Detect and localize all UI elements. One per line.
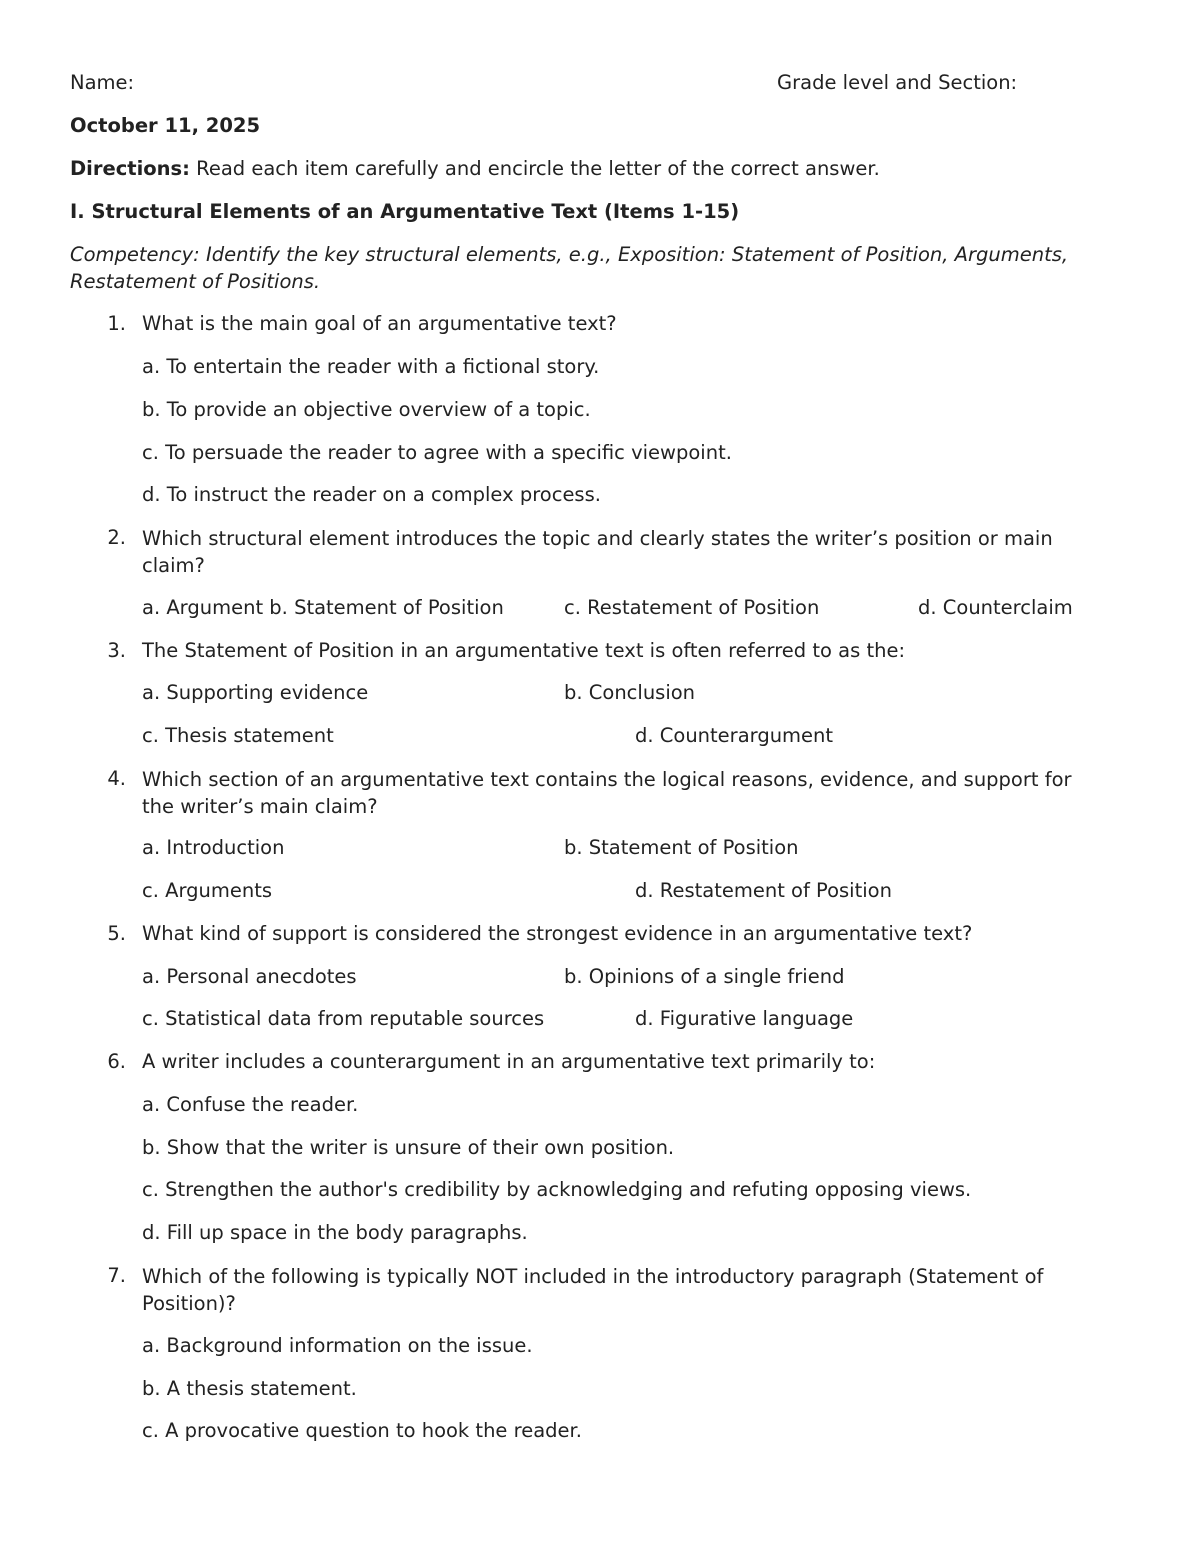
option-d[interactable]: d. To instruct the reader on a complex process. — [142, 483, 601, 506]
option-a[interactable]: a. Personal anecdotes — [142, 965, 357, 988]
option-c[interactable]: c. Strengthen the author's credibility by acknowledging and refuting opposing views. — [142, 1178, 972, 1201]
option-a[interactable]: a. To entertain the reader with a fictional story. — [142, 355, 600, 378]
question-text: A writer includes a counterargument in an argumentative text primarily to: — [142, 1050, 876, 1073]
option-d[interactable]: d. Counterclaim — [918, 596, 1073, 619]
option-c[interactable]: c. A provocative question to hook the reader. — [142, 1419, 582, 1442]
option-c[interactable]: c. Arguments — [142, 879, 273, 902]
option-c[interactable]: c. To persuade the reader to agree with a specific viewpoint. — [142, 441, 732, 464]
question-number: 6. — [107, 1050, 126, 1073]
option-c[interactable]: c. Statistical data from reputable sources — [142, 1007, 545, 1030]
competency-text: Competency: Identify the key structural elements, e.g., Exposition: Statement of Position, Arguments, Restatement of Positions. — [70, 243, 1069, 293]
option-a[interactable]: a. Supporting evidence — [142, 681, 369, 704]
option-b[interactable]: b. Conclusion — [564, 681, 696, 704]
directions-label: Directions: — [70, 157, 190, 180]
option-c[interactable]: c. Thesis statement — [142, 724, 334, 747]
option-b[interactable]: b. Show that the writer is unsure of their own position. — [142, 1136, 675, 1159]
option-a[interactable]: a. Introduction — [142, 836, 285, 859]
option-b[interactable]: b. To provide an objective overview of a topic. — [142, 398, 591, 421]
name-label: Name: — [70, 71, 135, 94]
option-d[interactable]: d. Counterargument — [635, 724, 834, 747]
question-text: What is the main goal of an argumentative text? — [142, 312, 617, 335]
directions — [70, 156, 880, 182]
option-d[interactable]: d. Fill up space in the body paragraphs. — [142, 1221, 528, 1244]
question-number: 1. — [107, 312, 126, 335]
question-text: Which section of an argumentative text contains the logical reasons, evidence, and support for the writer’s main claim? — [142, 768, 1072, 818]
option-b[interactable]: b. Opinions of a single friend — [564, 965, 845, 988]
question-number: 2. — [107, 526, 126, 549]
option-a[interactable]: a. Background information on the issue. — [142, 1334, 533, 1357]
option-b[interactable]: b. A thesis statement. — [142, 1377, 357, 1400]
question-text: Which structural element introduces the topic and clearly states the writer’s position or main claim? — [142, 527, 1053, 577]
grade-section-label: Grade level and Section: — [777, 71, 1018, 94]
question-number: 4. — [107, 767, 126, 790]
question-number: 5. — [107, 922, 126, 945]
date: October 11, 2025 — [70, 114, 261, 137]
option-a-b[interactable]: a. Argument b. Statement of Position — [142, 596, 504, 619]
question-number: 3. — [107, 639, 126, 662]
option-d[interactable]: d. Restatement of Position — [635, 879, 892, 902]
option-d[interactable]: d. Figurative language — [635, 1007, 854, 1030]
option-a[interactable]: a. Confuse the reader. — [142, 1093, 359, 1116]
option-b[interactable]: b. Statement of Position — [564, 836, 799, 859]
question-text: What kind of support is considered the strongest evidence in an argumentative text? — [142, 922, 973, 945]
question-text: Which of the following is typically NOT included in the introductory paragraph (Statement of Position)? — [142, 1265, 1044, 1315]
section-title: I. Structural Elements of an Argumentative Text (Items 1-15) — [70, 200, 740, 223]
option-c[interactable]: c. Restatement of Position — [564, 596, 820, 619]
directions-text: Read each item carefully and encircle the letter of the correct answer. — [189, 157, 880, 180]
question-text: The Statement of Position in an argumentative text is often referred to as the: — [142, 639, 906, 662]
question-number: 7. — [107, 1264, 126, 1287]
